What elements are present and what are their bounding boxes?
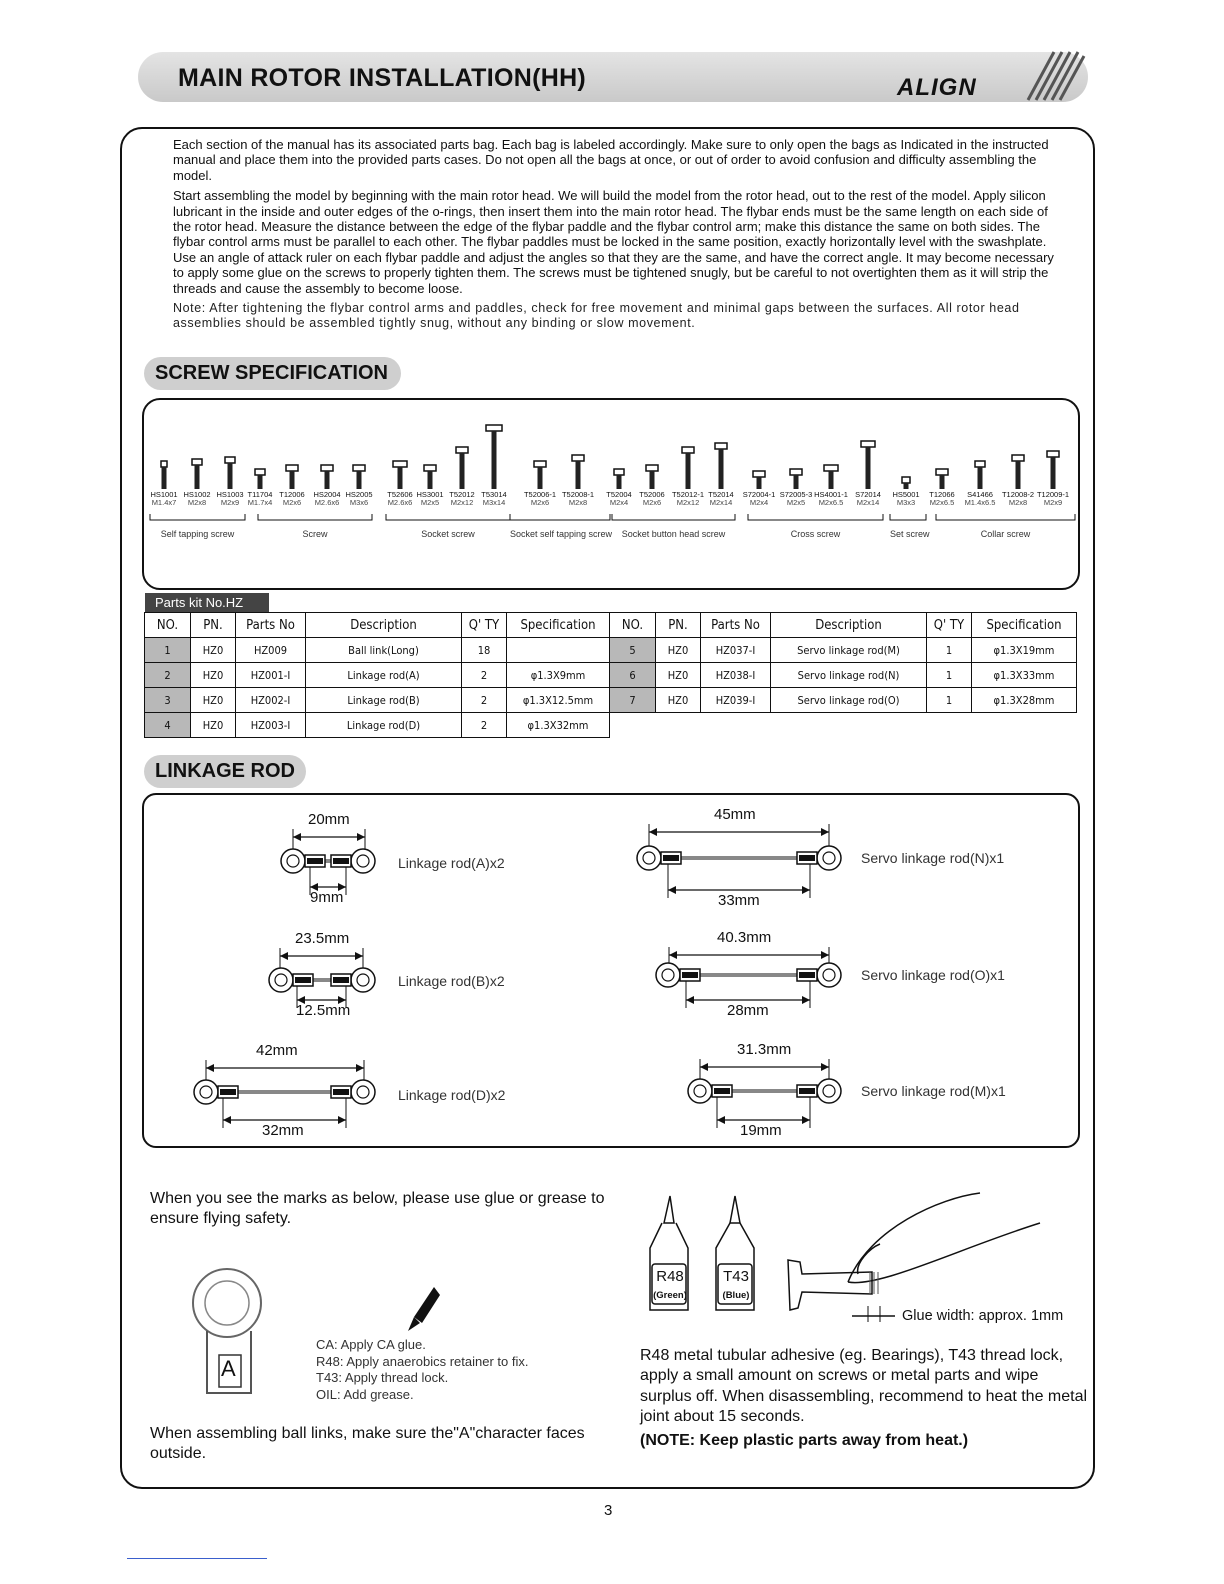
bottle-t43-color: (Blue) [722,1290,750,1301]
screw-size: M3x6 [349,498,369,507]
table-cell: HZ002-I [236,688,306,713]
table-cell: 1 [927,663,972,688]
screw-code: T12006 [279,490,305,499]
screw-size: M2x8 [568,498,588,507]
screw-spec-heading: SCREW SPECIFICATION [144,357,401,390]
rod-total-length: 31.3mm [737,1041,792,1058]
brand-logo: ALIGN [897,74,977,101]
screw-code: T53014 [481,490,507,499]
screw-size: M2x9 [1043,498,1063,507]
screw-code: S72005-3 [779,490,813,499]
screw-code: T52014 [708,490,734,499]
glue-legend-item: OIL: Add grease. [316,1386,414,1402]
screw-code: T52012-1 [671,490,705,499]
linkage-rod-heading: LINKAGE ROD [144,755,306,788]
screw-code: S41466 [967,490,993,499]
screw-group-label: Screw [302,529,328,539]
glue-legend-item: T43: Apply thread lock. [316,1370,449,1385]
screw-group-label: Self tapping screw [160,529,235,539]
rod-inner-length: 19mm [740,1122,782,1139]
glue-legend-item: R48: Apply anaerobics retainer to fix. [316,1353,529,1369]
table-cell: HZ0 [656,663,701,688]
screw-code: T52012 [449,490,475,499]
rod-total-length: 40.3mm [717,929,772,946]
table-cell: HZ0 [191,688,236,713]
screw-code: T11704 [247,490,273,499]
screw-code: T52606 [387,490,413,499]
table-cell: Servo linkage rod(O) [771,688,927,713]
rod-label: Servo linkage rod(N)x1 [861,850,1005,866]
intro-note: Note: After tightening the flybar control arms and paddles, check for free movement and minimal gaps between the surfaces. All rotor head assemblies should be assembled tightly snug, without any binding or slow movement. [173,301,1020,331]
table-cell: Linkage rod(D) [306,713,462,738]
bottle-r48-label: R48 [656,1268,684,1285]
page-number: 3 [604,1502,613,1519]
screw-size: M2x6 [530,498,550,507]
screw-code: HS3001 [416,490,444,499]
ball-link-mark-icon [185,1265,275,1405]
table-cell: HZ001-I [236,663,306,688]
table-cell: 6 [610,663,656,688]
screw-size: M2x14 [709,498,733,507]
screw-group-label: Socket button head screw [621,529,726,539]
table-cell: HZ009 [236,638,306,663]
table-cell: 1 [145,638,191,663]
screw-code: T12066 [929,490,955,499]
table-cell: HZ0 [191,713,236,738]
table-cell: HZ0 [656,638,701,663]
screw-group-label: Set screw [890,529,930,539]
rod-total-length: 23.5mm [295,930,350,947]
table-cell: 5 [610,638,656,663]
table-cell: HZ039-I [701,688,771,713]
intro-paragraph-2: Start assembling the model by beginning with the main rotor head. We will build the model from the rotor head, out to the rest of the model. Apply silicon lubricant in the inside and outer edges of the o-rings, then insert them into the main rotor head. The flybar ends must be the same length on each side of the rotor head. Measure the distance between the edge of the flybar paddle and the flybar control arm; make this distance the same on both sides. The flybar control arms must be parallel to each other. The flybar paddles must be locked in the same position, exactly horizontally level with the swashplate. Use an angle of attack ruler on each flybar paddle and adjust the angles so that they are the same, and have the correct angle. It may become necessary to apply some glue on the screws to properly tighten them. The screws must be tightened snugly, but be careful to not overtighten them as it will strip the threads and cause the assembly to become loose. [173,188,1054,296]
table-cell: φ1.3X9mm [507,663,610,688]
screw-code: HS2004 [313,490,341,499]
screw-size: M2x4 [609,498,629,507]
heat-warning: (NOTE: Keep plastic parts away from heat.) [640,1432,969,1450]
screw-code: HS2005 [345,490,373,499]
table-cell: HZ038-I [701,663,771,688]
table-cell: φ1.3X19mm [972,638,1077,663]
rod-inner-length: 33mm [718,892,760,909]
table-cell: HZ0 [656,688,701,713]
rod-inner-length: 32mm [262,1122,304,1139]
screw-code: T52006 [639,490,665,499]
table-header-cell: Q' TY [462,613,507,638]
table-header-cell: Q' TY [927,613,972,638]
table-header-cell: Specification [972,613,1077,638]
table-cell: Linkage rod(A) [306,663,462,688]
screw-size: M2x12 [676,498,700,507]
screw-code: S72004-1 [742,490,776,499]
screw-size: M1.7x4 [247,498,273,507]
rod-inner-length: 12.5mm [296,1002,351,1019]
linkage-rod-drawing [194,1060,375,1128]
glue-legend-item: CA: Apply CA glue. [316,1337,426,1352]
screw-code: HS1003 [216,490,244,499]
screw-size: M1.4x7 [151,498,177,507]
screw-code: HS1002 [183,490,211,499]
table-cell: 1 [927,688,972,713]
footer-link-line [127,1558,267,1559]
linkage-rod-drawing [656,947,841,1008]
table-header-cell: NO. [610,613,656,638]
rod-total-length: 45mm [714,806,756,823]
linkage-rod-drawing [281,829,375,895]
rod-label: Linkage rod(D)x2 [398,1087,506,1103]
rod-label: Servo linkage rod(M)x1 [861,1083,1006,1099]
screw-code: HS1001 [150,490,178,499]
rod-total-length: 20mm [308,811,350,828]
table-cell: Servo linkage rod(M) [771,638,927,663]
table-cell: 7 [610,688,656,713]
screw-size: M2x9 [220,498,240,507]
table-header-cell: PN. [656,613,701,638]
screw-group-label: Cross screw [790,529,841,539]
glue-description-block [640,1346,1090,1451]
table-cell: Linkage rod(B) [306,688,462,713]
screw-group-label: Collar screw [980,529,1031,539]
table-header-cell: Parts No [701,613,771,638]
rod-inner-length: 28mm [727,1002,769,1019]
table-cell: 2 [462,663,507,688]
table-cell: 1 [927,638,972,663]
table-cell: φ1.3X12.5mm [507,688,610,713]
table-cell: 2 [462,688,507,713]
table-cell: HZ0 [191,638,236,663]
screw-code: T12009-1 [1036,490,1070,499]
table-header-cell: Description [771,613,927,638]
table-cell: HZ037-I [701,638,771,663]
table-cell: HZ0 [191,663,236,688]
screw-size: M2x6 [282,498,302,507]
rod-inner-length: 9mm [310,889,344,906]
screw-group-label: Socket self tapping screw [510,529,613,539]
parts-kit-label: Parts kit No.HZ [145,593,269,612]
rod-label: Servo linkage rod(O)x1 [861,967,1005,983]
table-cell: 18 [462,638,507,663]
screw-size: M2x5 [786,498,806,507]
rod-total-length: 42mm [256,1042,298,1059]
screw-size: M2x5 [420,498,440,507]
table-cell: 3 [145,688,191,713]
table-cell: Ball link(Long) [306,638,462,663]
glue-intro: When you see the marks as below, please use glue or grease to ensure flying safety. [150,1190,605,1227]
screw-code: S72014 [855,490,881,499]
table-cell: 2 [462,713,507,738]
table-cell: φ1.3X28mm [972,688,1077,713]
screw-size: M2x12 [450,498,474,507]
table-header-cell: Description [306,613,462,638]
screw-size: M2x4 [749,498,769,507]
glue-description: R48 metal tubular adhesive (eg. Bearings), T43 thread lock, apply a small amount on screws or metal parts and wipe surplus off. When disassembling, recommend to heat the metal joint about 15 seconds. [640,1347,1088,1425]
screw-code: T12008-2 [1001,490,1035,499]
screw-code: HS5001 [892,490,920,499]
screw-code: T52004 [606,490,632,499]
table-cell: φ1.3X33mm [972,663,1077,688]
screw-size: M2x8 [187,498,207,507]
screw-size: M2x6.5 [929,498,955,507]
linkage-rod-drawing [269,948,375,1008]
table-header-cell: Parts No [236,613,306,638]
glue-legend [316,1337,528,1403]
ball-link-note: When assembling ball links, make sure the"A"character faces outside. [150,1425,585,1462]
rod-label: Linkage rod(A)x2 [398,855,505,871]
bottle-r48-color: (Green) [653,1290,687,1301]
table-cell: Servo linkage rod(N) [771,663,927,688]
table-cell: 2 [145,663,191,688]
screw-group-label: Socket screw [421,529,475,539]
screw-size: M3x14 [482,498,506,507]
intro-paragraph-1: Each section of the manual has its associated parts bag. Each bag is labeled accordingly. Make sure to only open the bags as Indicated in the instructed manual and place them into the provided parts cases. Do not open all the bags at once, or out of order to avoid confusion and difficulty assembling the model. [173,137,1049,183]
bottle-t43-label: T43 [723,1268,749,1285]
table-cell: φ1.3X32mm [507,713,610,738]
linkage-rod-drawing [637,824,841,898]
table-cell: HZ003-I [236,713,306,738]
page-title: MAIN ROTOR INSTALLATION(HH) [178,64,587,92]
screw-size: M2.6x6 [387,498,413,507]
screw-size: M2x14 [856,498,880,507]
table-header-cell: NO. [145,613,191,638]
glue-width-label: Glue width: approx. 1mm [902,1308,1064,1324]
screw-size: M1.4x6.5 [964,498,996,507]
table-cell: 4 [145,713,191,738]
screw-code: HS4001-1 [814,490,848,499]
screw-size: M3x3 [896,498,916,507]
table-header-cell: Specification [507,613,610,638]
screw-size: M2x8 [1008,498,1028,507]
screw-code: T52006-1 [523,490,557,499]
rod-label: Linkage rod(B)x2 [398,973,505,989]
table-header-cell: PN. [191,613,236,638]
linkage-rod-drawing [688,1059,841,1128]
screw-size: M2x6 [642,498,662,507]
glue-tube-icon [404,1285,444,1335]
screw-size: M2x6.5 [818,498,844,507]
screw-code: T52008-1 [561,490,595,499]
screw-size: M2.6x6 [314,498,340,507]
ball-link-mark-letter: A [221,1356,236,1381]
